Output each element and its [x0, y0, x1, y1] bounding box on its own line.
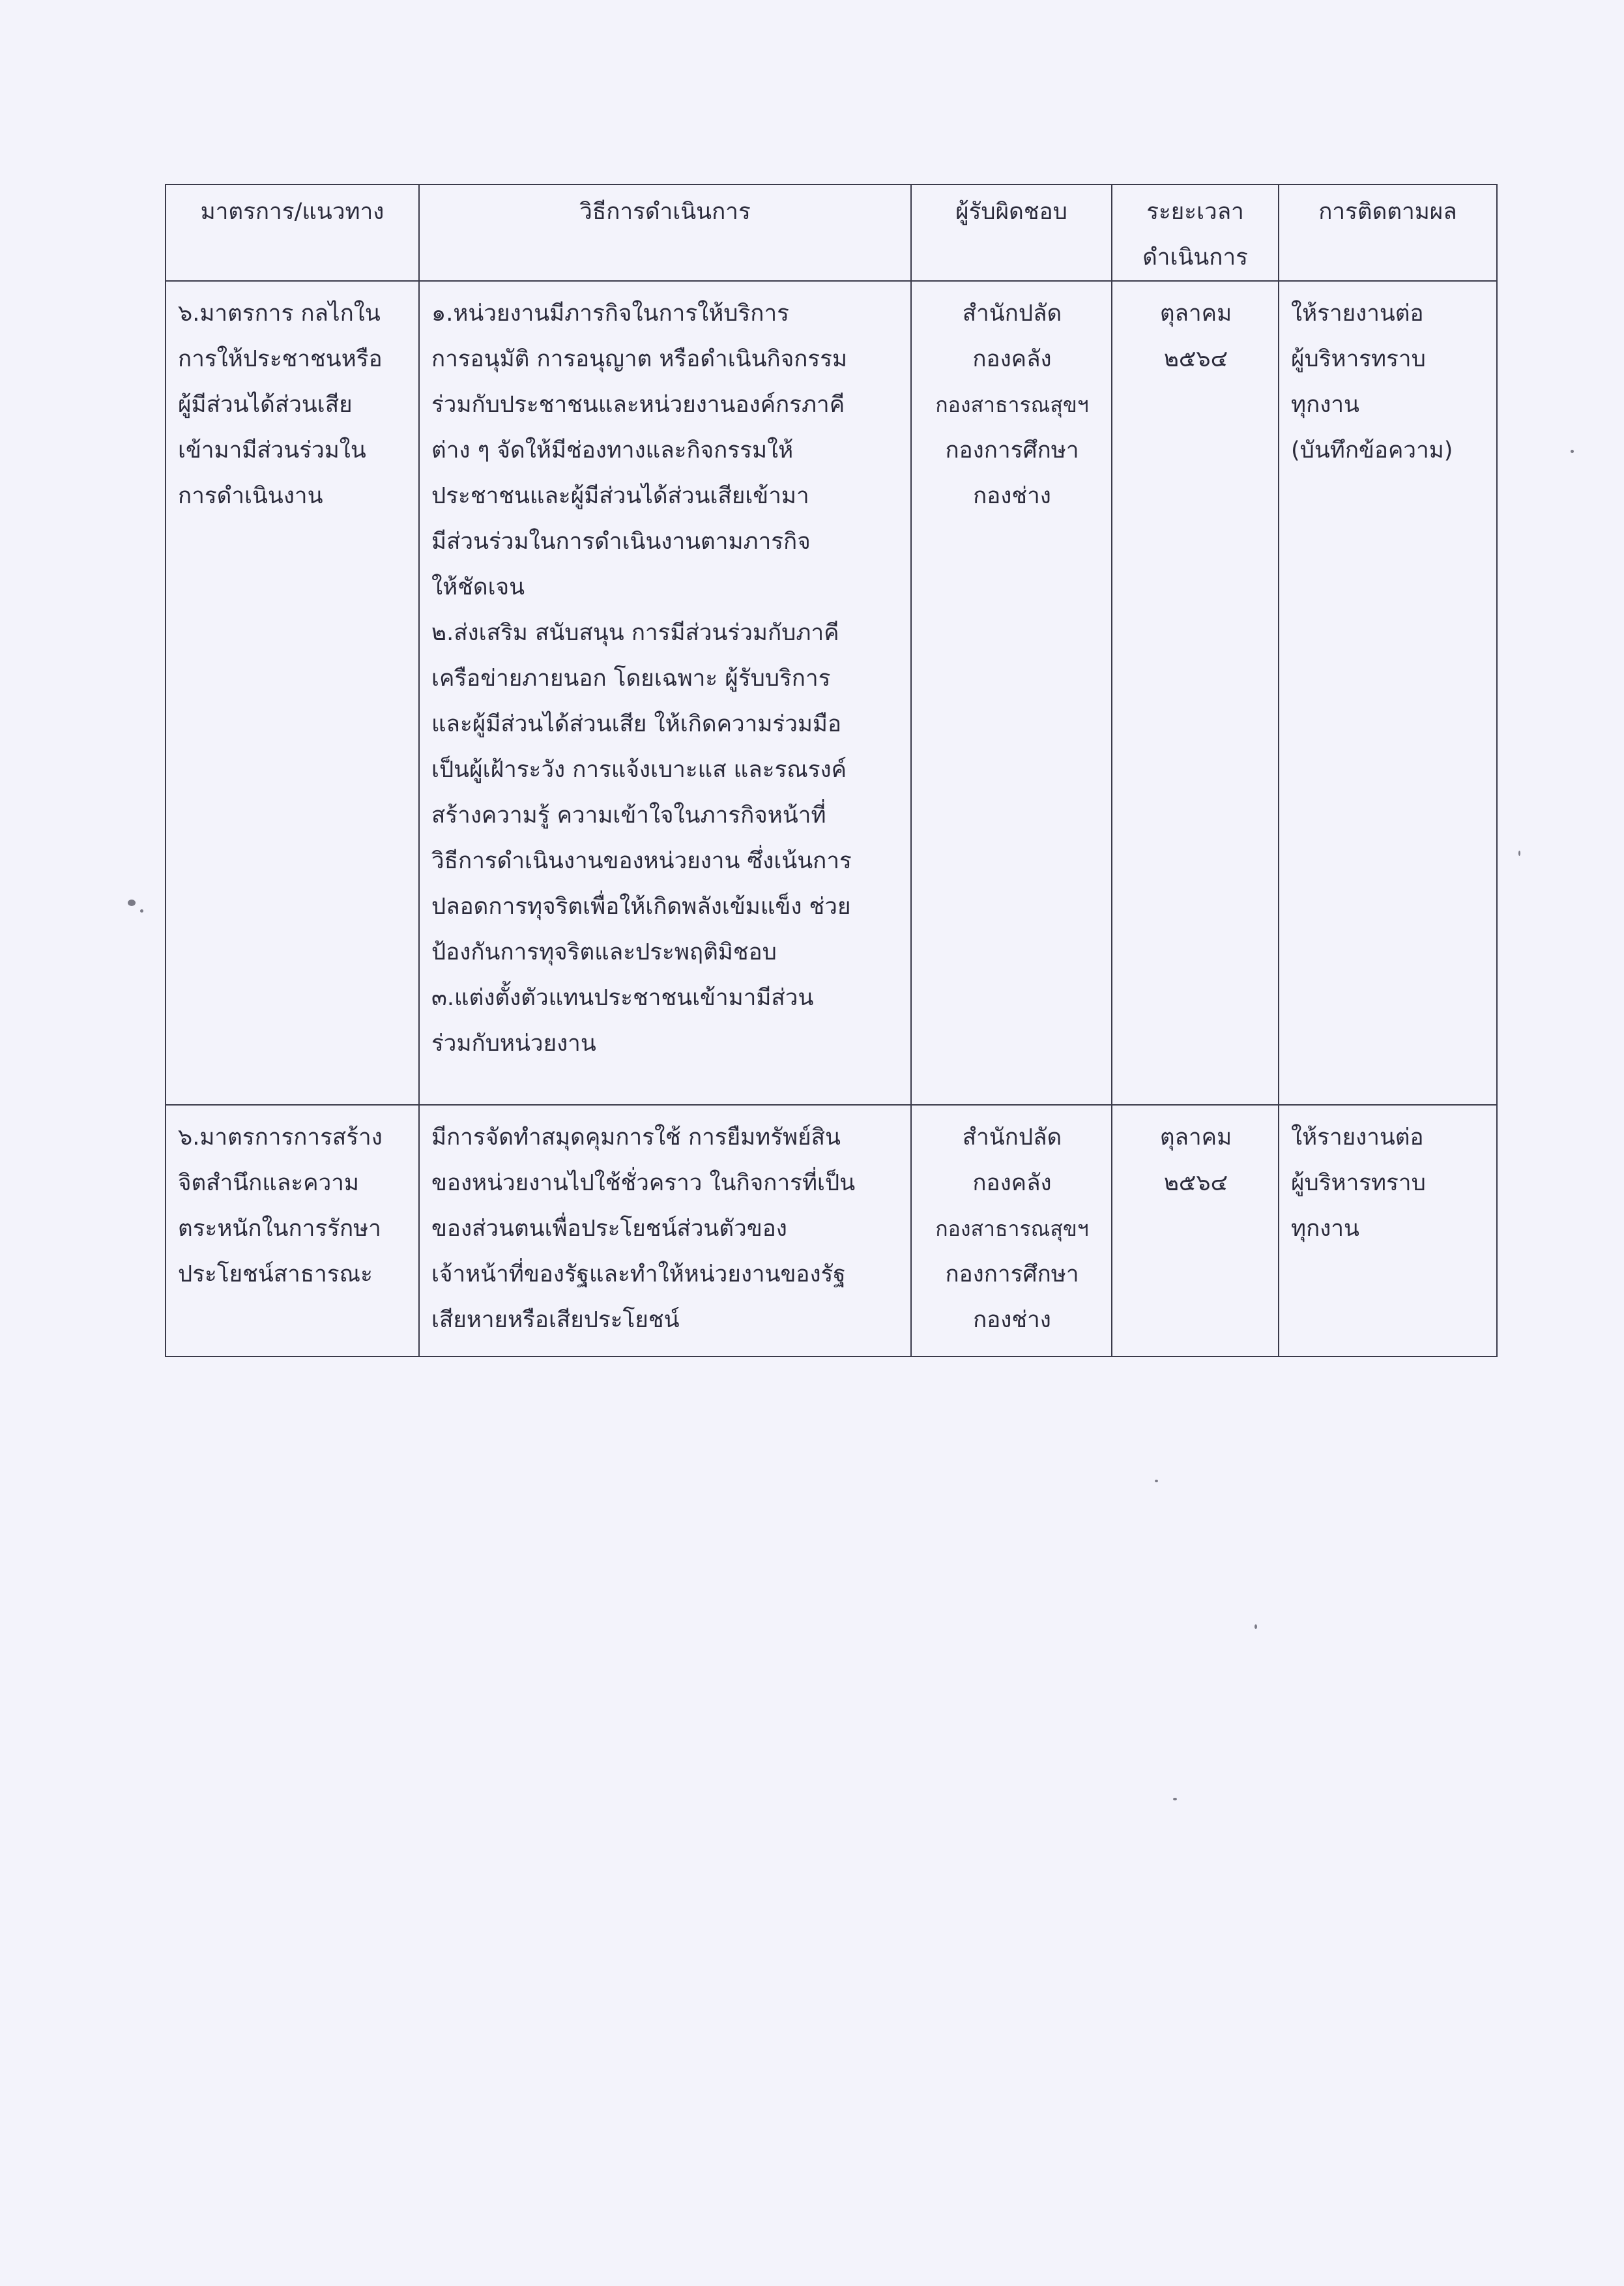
cell-method: [419, 1105, 911, 1356]
text-line: กองสาธารณสุขฯ: [935, 392, 1089, 417]
scan-speck: [140, 909, 143, 913]
scan-speck: [1518, 851, 1520, 856]
cell-method: [419, 281, 911, 1105]
header-method-text: วิธีการดำเนินการ: [579, 199, 751, 225]
header-measure: [166, 184, 419, 281]
text-line: ป้องกันการทุจริตและประพฤติมิชอบ: [431, 939, 777, 965]
header-method: [419, 184, 911, 281]
text-line: กองช่าง: [973, 483, 1051, 509]
header-followup: [1279, 184, 1497, 281]
text-line: สำนักปลัด: [962, 1124, 1062, 1150]
text-line: ๒.ส่งเสริม สนับสนุน การมีส่วนร่วมกับภาคี: [431, 620, 839, 646]
text-line: จิตสำนึกและความ: [178, 1170, 359, 1196]
table-row: [166, 1105, 1497, 1356]
text-line: เข้ามามีส่วนร่วมใน: [178, 437, 366, 463]
text-line: กองสาธารณสุขฯ: [935, 1216, 1089, 1241]
text-line: เครือข่ายภายนอก โดยเฉพาะ ผู้รับบริการ: [431, 666, 831, 692]
text-line: ประชาชนและผู้มีส่วนได้ส่วนเสียเข้ามา: [431, 483, 809, 509]
text-line: ของส่วนตนเพื่อประโยชน์ส่วนตัวของ: [431, 1216, 787, 1242]
cell-measure: [166, 1105, 419, 1356]
scan-speck: [128, 900, 136, 906]
cell-duration: [1112, 281, 1279, 1105]
text-line: ๖.มาตรการการสร้าง: [178, 1124, 383, 1150]
text-line: และผู้มีส่วนได้ส่วนเสีย ให้เกิดความร่วมมือ: [431, 711, 842, 737]
header-responsible-text: ผู้รับผิดชอบ: [955, 199, 1067, 225]
header-responsible: [911, 184, 1112, 281]
text-line: ๓.แต่งตั้งตัวแทนประชาชนเข้ามามีส่วน: [431, 985, 814, 1011]
scan-speck: [1155, 1480, 1158, 1482]
header-measure-text: มาตรการ/แนวทาง: [200, 199, 384, 225]
text-line: เป็นผู้เฝ้าระวัง การแจ้งเบาะแส และรณรงค์: [431, 757, 847, 783]
text-line: เจ้าหน้าที่ของรัฐและทำให้หน่วยงานของรัฐ: [431, 1261, 846, 1287]
text-line: สำนักปลัด: [962, 300, 1062, 327]
text-line: มีส่วนร่วมในการดำเนินงานตามภารกิจ: [431, 529, 811, 555]
cell-responsible: [911, 1105, 1112, 1356]
text-line: ผู้บริหารทราบ: [1291, 1170, 1426, 1196]
text-line: ร่วมกับประชาชนและหน่วยงานองค์กรภาคี: [431, 392, 845, 418]
text-line: ของหน่วยงานไปใช้ชั่วคราว ในกิจการที่เป็น: [431, 1170, 856, 1196]
text-line: การให้ประชาชนหรือ: [178, 346, 383, 372]
header-duration-text-1: ระยะเวลา: [1146, 199, 1244, 225]
text-line: ร่วมกับหน่วยงาน: [431, 1031, 596, 1057]
text-line: มีการจัดทำสมุดคุมการใช้ การยืมทรัพย์สิน: [431, 1124, 841, 1150]
text-line: กองคลัง: [972, 346, 1052, 372]
cell-responsible: [911, 281, 1112, 1105]
text-line: ตระหนักในการรักษา: [178, 1216, 381, 1242]
text-line: ๑.หน่วยงานมีภารกิจในการให้บริการ: [431, 300, 789, 327]
text-line: ให้รายงานต่อ: [1291, 1124, 1424, 1150]
text-line: ตุลาคม: [1159, 1124, 1232, 1150]
text-line: ประโยชน์สาธารณะ: [178, 1261, 373, 1287]
cell-followup: [1279, 1105, 1497, 1356]
text-line: กองการศึกษา: [945, 1261, 1079, 1287]
text-line: กองช่าง: [973, 1307, 1051, 1333]
table-row: [166, 281, 1497, 1105]
cell-measure: [166, 281, 419, 1105]
text-line: ทุกงาน: [1291, 1216, 1359, 1242]
text-line: ๒๕๖๔: [1163, 1170, 1228, 1196]
text-line: กองการศึกษา: [945, 437, 1079, 463]
text-line: การอนุมัติ การอนุญาต หรือดำเนินกิจกรรม: [431, 346, 848, 372]
header-duration-text-2: ดำเนินการ: [1142, 244, 1248, 271]
header-followup-text: การติดตามผล: [1318, 199, 1457, 225]
text-line: ให้ชัดเจน: [431, 574, 525, 600]
text-line: ให้รายงานต่อ: [1291, 300, 1424, 327]
text-line: ตุลาคม: [1159, 300, 1232, 327]
text-line: กองคลัง: [972, 1170, 1052, 1196]
cell-followup: [1279, 281, 1497, 1105]
text-line: (บันทึกข้อความ): [1291, 437, 1453, 463]
scan-speck: [1254, 1624, 1257, 1629]
table-header-row: [166, 184, 1497, 281]
text-line: การดำเนินงาน: [178, 483, 323, 509]
text-line: ผู้มีส่วนได้ส่วนเสีย: [178, 392, 353, 418]
scan-speck: [1173, 1798, 1177, 1800]
text-line: ผู้บริหารทราบ: [1291, 346, 1426, 372]
measures-table: [165, 184, 1498, 1357]
text-line: ต่าง ๆ จัดให้มีช่องทางและกิจกรรมให้: [431, 437, 794, 463]
scan-speck: [1571, 450, 1574, 453]
text-line: เสียหายหรือเสียประโยชน์: [431, 1307, 680, 1333]
text-line: ปลอดการทุจริตเพื่อให้เกิดพลังเข้มแข็ง ช่วย: [431, 894, 851, 920]
text-line: ๒๕๖๔: [1163, 346, 1228, 372]
cell-duration: [1112, 1105, 1279, 1356]
text-line: ๖.มาตรการ กลไกใน: [178, 300, 381, 327]
text-line: สร้างความรู้ ความเข้าใจในภารกิจหน้าที่: [431, 802, 826, 828]
text-line: วิธีการดำเนินงานของหน่วยงาน ซึ่งเน้นการ: [431, 848, 852, 874]
header-duration: [1112, 184, 1279, 281]
text-line: ทุกงาน: [1291, 392, 1359, 418]
